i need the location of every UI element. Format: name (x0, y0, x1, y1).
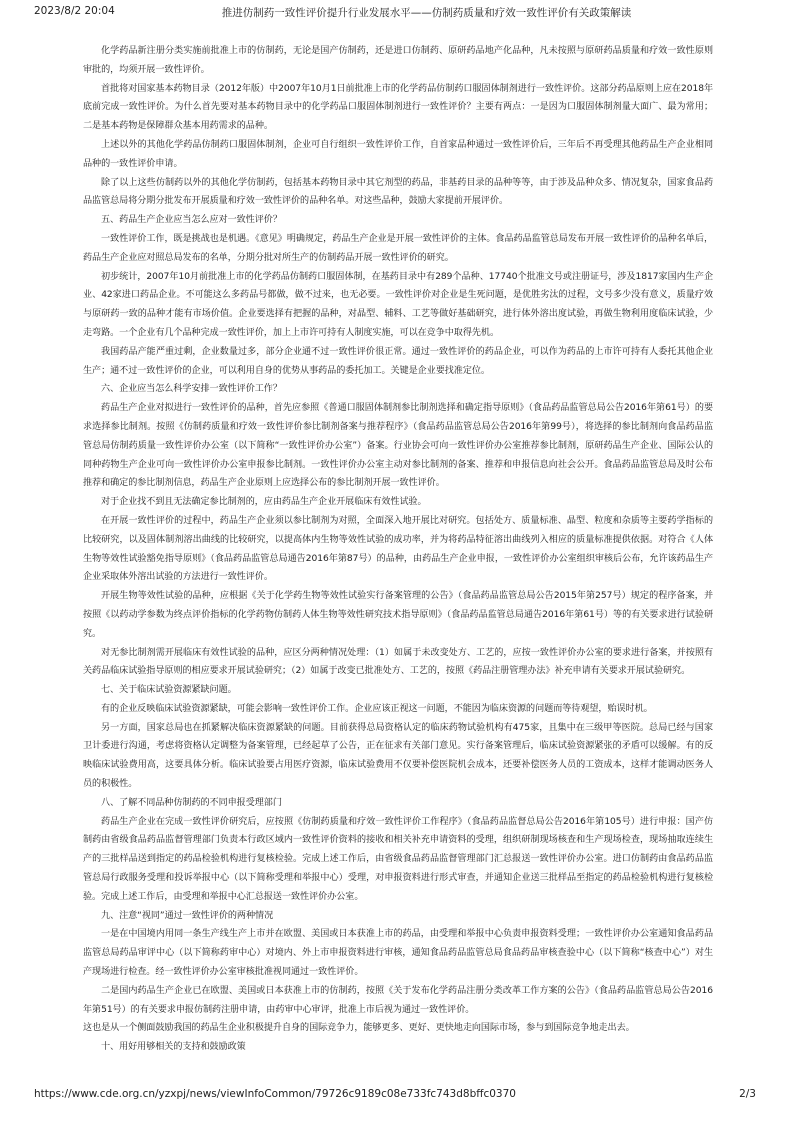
paragraph: 除了以上这些仿制药以外的其他化学仿制药，包括基本药物目录中其它剂型的药品，非基药目录的品种等等，由于涉及品种众多、情况复杂，国家食品药品监管总局将分期分批发布开展质量和疗效一致性评价的品种名单。对这些品种，鼓励大家提前开展评价。 (83, 177, 713, 207)
page-title: 推进仿制药一致性评价提升行业发展水平——仿制药质量和疗效一致性评价有关政策解读 (221, 7, 632, 19)
paragraph: 上述以外的其他化学药品仿制药口服固体制剂，企业可自行组织一致性评价工作，自首家品种通过一致性评价后，三年后不再受理其他药品生产企业相同品种的一致性评价申请。 (83, 139, 713, 169)
paragraph: 这也是从一个侧面鼓励我国的药品生企业积极提升自身的国际竞争力，能够更多、更好、更快地走向国际市场，参与到国际竞争地走出去。 (83, 1023, 635, 1034)
paragraph: 对无参比制剂需开展临床有效性试验的品种，应区分两种情况处理：（1）如属于未改变处方、工艺的，应按一致性评价办公室的要求进行备案，并按照有关药品临床试验指导原则的相应要求开展试验研究；（2）如属于改变已批准处方、工艺的，按照《药品注册管理办法》补充申请有关要求开展试验研究。 (83, 647, 713, 677)
paragraph: 一致性评价工作，既是挑战也是机遇。《意见》明确规定，药品生产企业是开展一致性评价的主体。食品药品监管总局发布开展一致性评价的品种名单后，药品生产企业应对照总局发布的名单，分期分批对所生产的仿制药品开展一致性评价的研究。 (83, 233, 713, 263)
print-footer (0, 1088, 793, 1104)
paragraph: 在开展一致性评价的过程中，药品生产企业须以参比制剂为对照，全面深入地开展比对研究。包括处方、质量标准、晶型、粒度和杂质等主要药学指标的比较研究，以及固体制剂溶出曲线的比较研究，以提高体内生物等效性试验的成功率，并为将药品特征溶出曲线列入相应的质量标准提供依据。对符合《人体生物等效性试验豁免指导原则》（食品药品监管总局通告2016年第87号）的品种，由药品生产企业申报，一致性评价办公室组织审核后公布，允许该药品生产企业采取体外溶出试验的方法进行一致性评价。 (83, 515, 713, 583)
section-heading: 十、用好用够相关的支持和鼓励政策 (101, 1042, 246, 1053)
page-number: 2/3 (739, 1088, 756, 1100)
paragraph: 开展生物等效性试验的品种，应根据《关于化学药生物等效性试验实行备案管理的公告》（食品药品监管总局公告2015年第257号）规定的程序备案，并按照《以药动学参数为终点评价指标的化学药物仿制药人体生物等效性研究技术指导原则》（食品药品监管总局通告2016年第61号）等的有关要求进行试验研究。 (83, 591, 713, 639)
paragraph: 对于企业找不到且无法确定参比制剂的，应由药品生产企业开展临床有效性试验。 (101, 497, 427, 508)
paragraph: 药品生产企业在完成一致性评价研究后，应按照《仿制药质量和疗效一致性评价工作程序》（食品药品监督总局公告2016年第105号）进行申报：国产仿制药由省级食品药品监督管理部门负责本行政区域内一致性评价资料的接收和相关补充申请资料的受理，组织研制现场核查和生产现场检查，现场抽取连续生产的三批样品送到指定的药品检验机构进行复核检验。完成上述工作后，由省级食品药品监督管理部门汇总报送一致性评价办公室。进口仿制药由食品药品监管总局行政服务受理和投诉举报中心（以下简称受理和举报中心）受理，对申报资料进行形式审查，并通知企业送三批样品至指定的药品检验机构进行复核检验。完成上述工作后，由受理和举报中心汇总报送一致性评价办公室。 (83, 816, 713, 902)
paragraph: 初步统计，2007年10月前批准上市的化学药品仿制药口服固体制，在基药目录中有289个品种、17740个批准文号或注册证号，涉及1817家国内生产企业、42家进口药品企业。不可能这么多药品号都做，做不过来，也无必要。一致性评价对企业是生死问题，是优胜劣汰的过程，文号多少没有意义，质量疗效与原研药一致的品种才能有市场价值。企业要选择有把握的品种，对晶型、辅料、工艺等做好基础研究，进行体外溶出度试验，再做生物利用度临床试验，少走弯路。一个企业有几个品种完成一致性评价，加上上市许可持有人制度实施，可以在竞争中取得先机。 (83, 271, 713, 338)
paragraph: 我国药品产能严重过剩，企业数量过多，部分企业通不过一致性评价很正常。通过一致性评价的药品企业，可以作为药品的上市许可持有人委托其他企业生产；通不过一致性评价的企业，可以利用自身的优势从事药品的委托加工。关键是企业要找准定位。 (83, 346, 713, 376)
paragraph: 另一方面，国家总局也在抓紧解决临床资源紧缺的问题。目前获得总局资格认定的临床药物试验机构有475家，且集中在三级甲等医院。总局已经与国家卫计委进行沟通，考虑将资格认定调整为备案管理，已经起草了公告，正在征求有关部门意见。实行备案管理后，临床试验资源紧张的矛盾可以缓解。有的反映临床试验费用高，这要具体分析。临床试验要占用医疗资源，临床试验费用不仅要补偿医院机会成本，还要补偿医务人员的工资成本，这样才能调动医务人员的积极性。 (83, 722, 713, 790)
print-header (0, 5, 793, 21)
section-heading: 六、企业应当怎么科学安排一致性评价工作？ (101, 384, 282, 395)
article-body (83, 42, 713, 1057)
section-heading: 九、注意“视同”通过一致性评价的两种情况 (101, 910, 274, 921)
paragraph: 有的企业反映临床试验资源紧缺，可能会影响一致性评价工作。企业应该正视这一问题，不能因为临床资源的问题而等待观望，贻误时机。 (101, 703, 653, 714)
paragraph: 一是在中国境内用同一条生产线生产上市并在欧盟、美国或日本获准上市的药品，由受理和举报中心负责申报资料受理；一致性评价办公室通知食品药品监管总局药品审评中心（以下简称药审中心）对境内、外上市申报资料进行审核，通知食品药品监管总局食品药品审核查验中心（以下简称“核查中心”）对生产现场进行检查。经一致性评价办公室审核批准视同通过一致性评价。 (83, 929, 713, 978)
section-heading: 八、了解不同品种仿制药的不同申报受理部门 (101, 797, 282, 808)
paragraph: 首批将对国家基本药物目录（2012年版）中2007年10月1日前批准上市的化学药品仿制药口服固体制剂进行一致性评价。这部分药品原则上应在2018年底前完成一致性评价。为什么首先要对基本药物目录中的化学药品口服固体制剂进行一致性评价？主要有两点：一是因为口服固体制剂量大面广、最为常用；二是基本药物是保障群众基本用药需求的品种。 (83, 83, 713, 132)
section-heading: 五、药品生产企业应当怎么应对一致性评价？ (101, 215, 282, 226)
paragraph: 药品生产企业对拟进行一致性评价的品种，首先应参照《普通口服固体制剂参比制剂选择和确定指导原则》（食品药品监管总局公告2016年第61号）的要求选择参比制剂。按照《仿制药质量和疗效一致性评价参比制剂备案与推荐程序》（食品药品监管总局公告2016年第99号），将选择的参比制剂向食品药品监管总局仿制药质量一致性评价办公室（以下简称“一致性评价办公室”）备案。行业协会可向一致性评价办公室推荐参比制剂，原研药品生产企业、国际公认的同种药物生产企业可向一致性评价办公室申报参比制剂。一致性评价办公室主动对参比制剂的备案、推荐和申报信息向社会公开。食品药品监管总局及时公布推荐和确定的参比制剂信息，药品生产企业原则上应选择公布的参比制剂开展一致性评价。 (83, 403, 713, 489)
print-datetime: 2023/8/2 20:04 (34, 5, 115, 17)
page-url: https://www.cde.org.cn/yzxpj/news/viewInfoCommon/79726c9189c08e733fc743d8bffc0370 (34, 1088, 516, 1100)
section-heading: 七、关于临床试验资源紧缺问题。 (101, 685, 237, 696)
paragraph: 二是国内药品生产企业已在欧盟、美国或日本获准上市的仿制药，按照《关于发布化学药品注册分类改革工作方案的公告》（食品药品监管总局公告2016年第51号）的有关要求申报仿制药注册申请，由药审中心审评，批准上市后视为通过一致性评价。 (83, 985, 713, 1015)
paragraph: 化学药品新注册分类实施前批准上市的仿制药，无论是国产仿制药，还是进口仿制药、原研药品地产化品种，凡未按照与原研药品质量和疗效一致性原则审批的，均须开展一致性评价。 (83, 46, 713, 75)
